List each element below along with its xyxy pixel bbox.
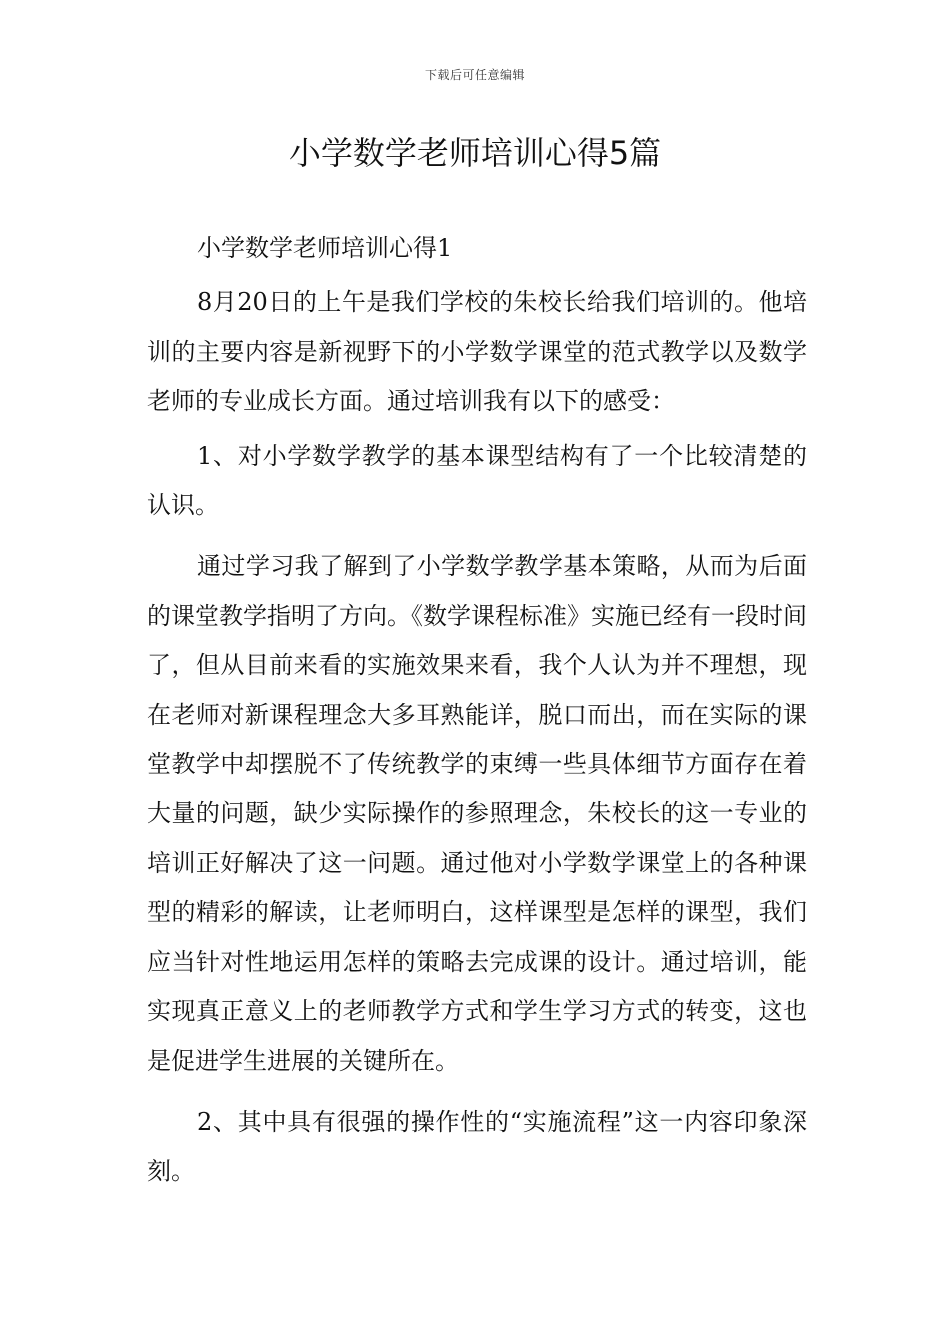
paragraph-point-2: 2、其中具有很强的操作性的“实施流程”这一内容印象深刻。	[147, 1107, 807, 1186]
document-body	[147, 224, 807, 1197]
paragraph-point-1: 1、对小学数学教学的基本课型结构有了一个比较清楚的认识。	[147, 441, 807, 520]
paragraph-detail: 通过学习我了解到了小学数学教学基本策略，从而为后面的课堂教学指明了方向。《数学课程标准》实施已经有一段时间了，但从目前来看的实施效果来看，我个人认为并不理想，现在老师对新课程理念大多耳熟能详，脱口而出，而在实际的课堂教学中却摆脱不了传统教学的束缚一些具体细节方面存在着大量的问题，缺少实际操作的参照理念，朱校长的这一专业的培训正好解决了这一问题。通过他对小学数学课堂上的各种课型的精彩的解读，让老师明白，这样课型是怎样的课型，我们应当针对性地运用怎样的策略去完成课的设计。通过培训，能实现真正意义上的老师教学方式和学生学习方式的转变，这也是促进学生进展的关键所在。	[147, 552, 807, 1075]
document-title: 小学数学老师培训心得5篇	[288, 134, 662, 172]
paragraph-intro: 8月20日的上午是我们学校的朱校长给我们培训的。他培训的主要内容是新视野下的小学数学课堂的范式教学以及数学老师的专业成长方面。通过培训我有以下的感受：	[147, 288, 807, 416]
section-heading: 小学数学老师培训心得1	[197, 234, 453, 262]
header-note: 下载后可任意编辑	[424, 68, 525, 82]
